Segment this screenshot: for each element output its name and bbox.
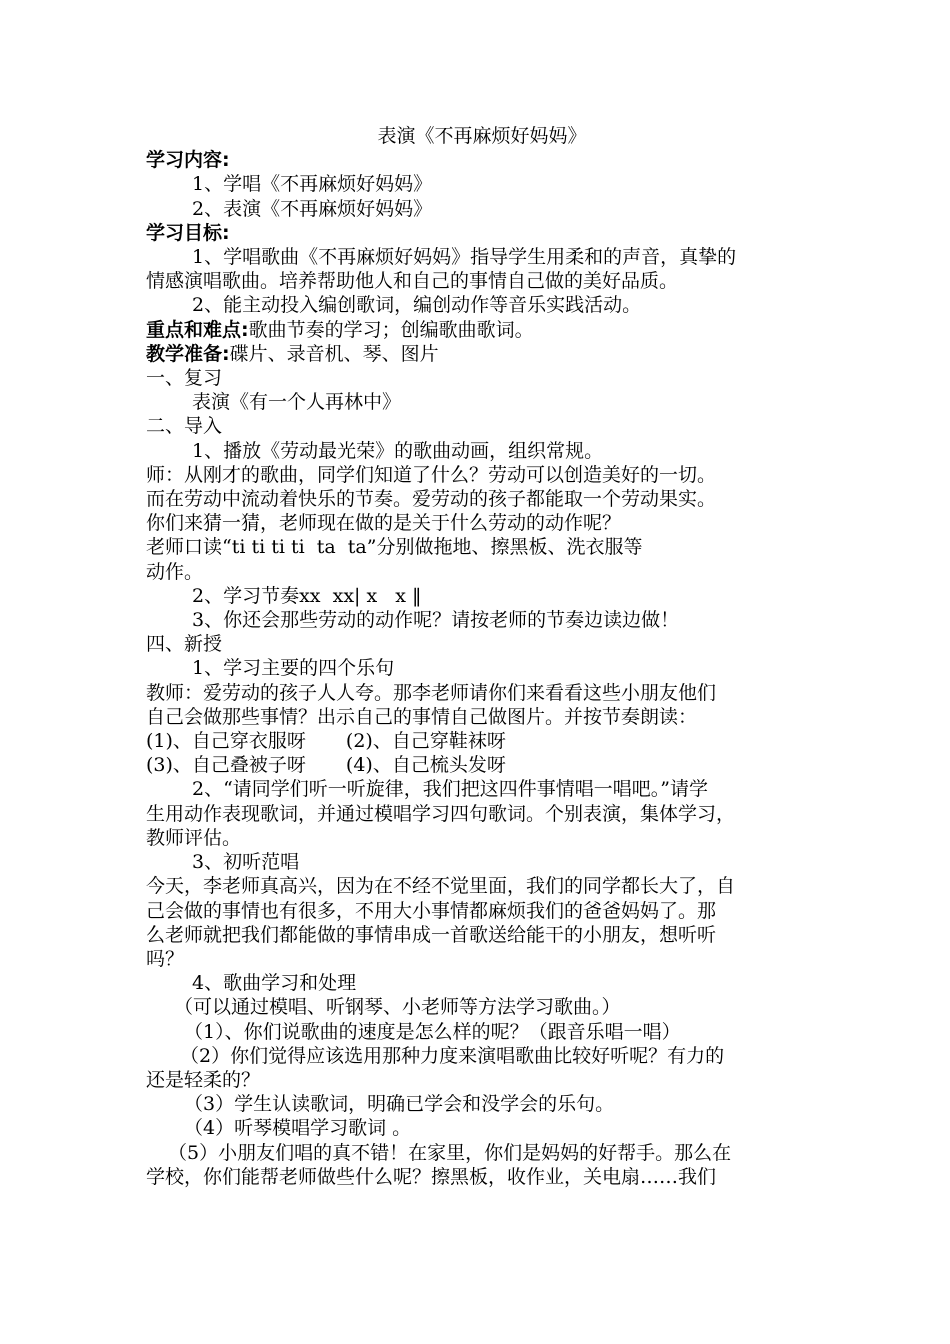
content-item-1: 1、学唱《不再麻烦好妈妈》	[192, 173, 433, 196]
key-points-text: 歌曲节奏的学习；创编歌曲歌词。	[248, 318, 534, 341]
question-2-line-2: 还是轻柔的？	[146, 1068, 261, 1091]
goal-1-line-1: 1、学唱歌曲《不再麻烦好妈妈》指导学生用柔和的声音，真挚的	[192, 246, 737, 269]
section-heading-goals: 学习目标:	[146, 221, 230, 244]
intro-paragraph-line: 老师口读“ti ti ti ti ta ta”分别做拖地、擦黑板、洗衣服等	[146, 536, 643, 559]
phrase-item-1: (1)、自己穿衣服呀	[146, 730, 306, 753]
phrase-item-2: (2)、自己穿鞋袜呀	[345, 730, 506, 753]
lesson-plan	[146, 124, 818, 1189]
intro-paragraph-line: 你们来猜一猜，老师现在做的是关于什么劳动的动作呢？	[146, 512, 622, 535]
new-lesson-step-2-line: 教师评估。	[146, 826, 242, 849]
new-lesson-paragraph-line: 吗？	[146, 947, 185, 970]
preparation-text: 碟片、录音机、琴、图片	[229, 342, 439, 365]
preparation-row	[146, 342, 818, 366]
question-4: （4）听琴模唱学习歌词 。	[184, 1117, 412, 1140]
question-5-line-2: 学校，你们能帮老师做些什么呢？擦黑板，收作业，关电扇……我们	[146, 1165, 717, 1188]
new-lesson-step-2-line: 生用动作表现歌词，并通过模唱学习四句歌词。个别表演，集体学习，	[146, 802, 736, 825]
new-lesson-paragraph-line: 己会做的事情也有很多，不用大小事情都麻烦我们的爸爸妈妈了。那	[146, 899, 717, 922]
section-heading-content: 学习内容:	[146, 149, 230, 172]
intro-paragraph-line: 师：从刚才的歌曲，同学们知道了什么？劳动可以创造美好的一切。	[146, 463, 717, 486]
intro-step-3: 3、你还会那些劳动的动作呢？请按老师的节奏边读边做！	[192, 609, 680, 632]
new-lesson-step-2-line: 2、“请同学们听一听旋律，我们把这四件事情唱一唱吧。”请学	[192, 778, 709, 801]
question-2-line-1: （2）你们觉得应该选用那种力度来演唱歌曲比较好听呢？有力的	[180, 1044, 725, 1067]
intro-paragraph-line: 而在劳动中流动着快乐的节奏。爱劳动的孩子都能取一个劳动果实。	[146, 488, 717, 511]
new-lesson-paragraph-line: 么老师就把我们都能做的事情串成一首歌送给能干的小朋友，想听听	[146, 923, 717, 946]
question-1: （1）、你们说歌曲的速度是怎么样的呢？（跟音乐唱一唱）	[184, 1020, 681, 1043]
phrase-list-row	[146, 753, 818, 777]
intro-step-2: 2、学习节奏xx xx| x x ‖	[192, 584, 422, 607]
section-intro: 二、导入	[146, 415, 223, 438]
goal-2: 2、能主动投入编创歌词，编创动作等音乐实践活动。	[192, 294, 642, 317]
content-item-2: 2、表演《不再麻烦好妈妈》	[192, 197, 433, 220]
section-new-lesson: 四、新授	[146, 633, 223, 656]
new-lesson-paragraph-line: 自己会做那些事情？出示自己的事情自己做图片。并按节奏朗读：	[146, 705, 698, 728]
review-item: 表演《有一个人再林中》	[192, 391, 402, 414]
new-lesson-step-3: 3、初听范唱	[192, 851, 300, 874]
phrase-list-row	[146, 729, 818, 753]
intro-step-1: 1、播放《劳动最光荣》的歌曲动画，组织常规。	[192, 439, 604, 462]
step-4-note: （可以通过模唱、听钢琴、小老师等方法学习歌曲。）	[174, 996, 621, 1019]
preparation-label: 教学准备:	[146, 342, 230, 365]
goal-1-line-2: 情感演唱歌曲。培养帮助他人和自己的事情自己做的美好品质。	[146, 270, 679, 293]
new-lesson-paragraph-line: 今天，李老师真高兴，因为在不经不觉里面，我们的同学都长大了，自	[146, 875, 736, 898]
new-lesson-step-4: 4、歌曲学习和处理	[192, 972, 357, 995]
question-5-line-1: （5）小朋友们唱的真不错！在家里，你们是妈妈的好帮手。那么在	[168, 1141, 732, 1164]
intro-paragraph-line: 动作。	[146, 560, 204, 583]
new-lesson-paragraph-line: 教师：爱劳动的孩子人人夸。那李老师请你们来看看这些小朋友他们	[146, 681, 717, 704]
section-review: 一、复习	[146, 367, 223, 390]
key-points-label: 重点和难点:	[146, 318, 249, 341]
new-lesson-step-1: 1、学习主要的四个乐句	[192, 657, 395, 680]
phrase-item-3: (3)、自己叠被子呀	[146, 754, 306, 777]
phrase-item-4: (4)、自己梳头发呀	[345, 754, 506, 777]
key-points-row	[146, 318, 818, 342]
page-title: 表演《不再麻烦好妈妈》	[377, 125, 587, 147]
question-3: （3）学生认读歌词，明确已学会和没学会的乐句。	[184, 1093, 615, 1116]
